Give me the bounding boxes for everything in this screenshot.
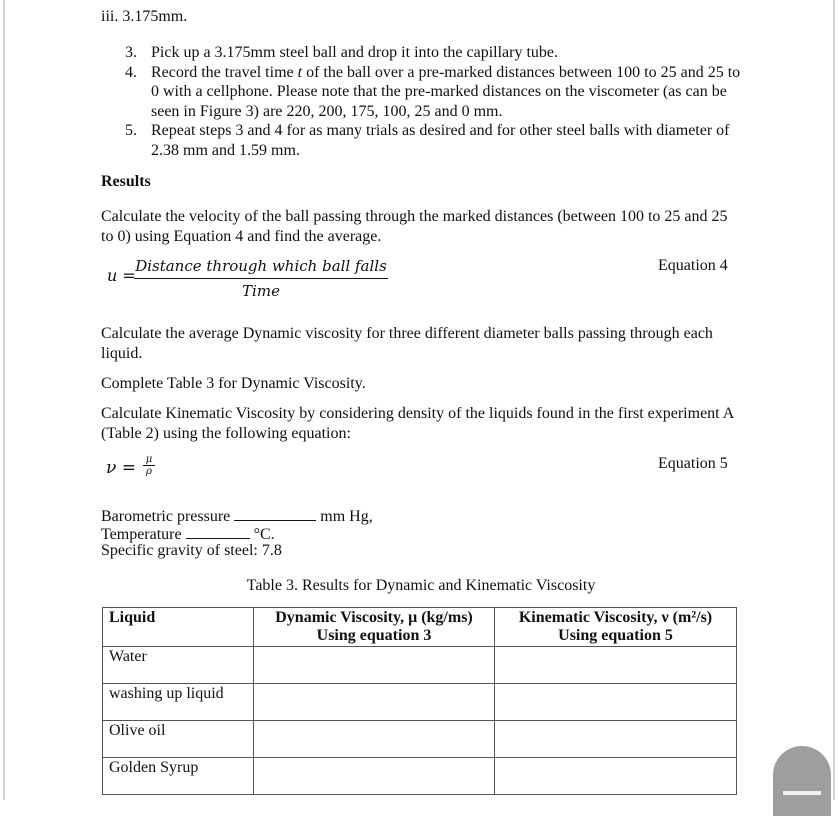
equation4-fraction xyxy=(134,256,388,301)
table-header-row xyxy=(103,608,737,647)
step-number: 5. xyxy=(125,122,137,139)
kinematic-paragraph: Calculate Kinematic Viscosity by considering density of the liquids found in the first experiment A (Table 2) using the following equation: xyxy=(101,405,734,442)
sub-item-iii: iii. 3.175mm. xyxy=(101,8,188,25)
table-caption: Table 3. Results for Dynamic and Kinematic Viscosity xyxy=(246,577,596,594)
header-kinematic-line1: Kinematic Viscosity, ν (m²/s) xyxy=(518,609,713,626)
scroll-handle-button[interactable] xyxy=(773,746,831,816)
results-table xyxy=(102,607,737,795)
liquid-cell: Water xyxy=(103,647,254,684)
kinematic-cell[interactable] xyxy=(495,721,737,758)
step-text-pre: Record the travel time xyxy=(151,63,298,81)
kinematic-cell[interactable] xyxy=(495,758,737,795)
pressure-blank-field[interactable] xyxy=(234,506,316,521)
header-dynamic xyxy=(254,608,495,647)
velocity-paragraph: Calculate the velocity of the ball passing through the marked distances (between 100 to 25 and 25 to 0) using Equation 4 and find the average. xyxy=(101,208,728,245)
kinematic-cell[interactable] xyxy=(495,684,737,721)
step-number: 3. xyxy=(125,44,137,61)
header-kinematic xyxy=(495,608,737,647)
step-text-post: of the ball over a pre-marked distances between 100 to 25 and 25 to 0 with a cellphone. Please note that the pre-marked distances on the viscometer (as can be seen in Figure 3) are 220, 200, 175, 100, 25 and 0 mm. xyxy=(151,63,741,120)
table-row xyxy=(103,721,737,758)
header-kinematic-line2: Using equation 5 xyxy=(558,627,673,644)
equation5-denominator: ρ xyxy=(146,466,152,477)
complete-table-paragraph: Complete Table 3 for Dynamic Viscosity. xyxy=(101,375,366,392)
dynamic-paragraph: Calculate the average Dynamic viscosity for three different diameter balls passing through each liquid. xyxy=(101,325,713,362)
equation5-fraction xyxy=(143,454,155,477)
kinematic-cell[interactable] xyxy=(495,647,737,684)
temperature-label: Temperature xyxy=(101,526,182,543)
equation4-label: Equation 4 xyxy=(658,257,728,274)
step-text: Pick up a 3.175mm steel ball and drop it into the capillary tube. xyxy=(151,44,559,61)
step-text: Repeat steps 3 and 4 for as many trials as desired and for other steel balls with diameter of 2.38 mm and 1.59 mm. xyxy=(151,122,730,159)
time-variable: t xyxy=(297,63,303,81)
dynamic-cell[interactable] xyxy=(254,758,495,795)
specific-gravity-line: Specific gravity of steel: 7.8 xyxy=(101,542,282,559)
table-row xyxy=(103,647,737,684)
pressure-unit: mm Hg, xyxy=(320,508,373,525)
liquid-cell: Olive oil xyxy=(103,721,254,758)
temperature-line xyxy=(101,524,275,544)
header-liquid-label: Liquid xyxy=(109,609,156,626)
procedure-steps xyxy=(125,43,745,160)
equation4-lhs: u = xyxy=(107,266,136,285)
temperature-blank-field[interactable] xyxy=(186,524,250,539)
step-3 xyxy=(125,43,745,63)
header-dynamic-line2: Using equation 3 xyxy=(316,627,432,644)
equation5-numerator: μ xyxy=(143,454,155,466)
header-dynamic-line1: Dynamic Viscosity, μ (kg/ms) xyxy=(275,609,473,626)
liquid-cell: washing up liquid xyxy=(103,684,254,721)
drag-handle-icon xyxy=(783,791,821,795)
step-5 xyxy=(125,121,745,160)
equation5-label: Equation 5 xyxy=(658,455,728,472)
equation4-denominator: Time xyxy=(242,282,280,300)
equation5-lhs: ν = xyxy=(106,458,136,478)
dynamic-cell[interactable] xyxy=(254,647,495,684)
header-liquid xyxy=(103,608,254,647)
dynamic-cell[interactable] xyxy=(254,721,495,758)
liquid-cell: Golden Syrup xyxy=(103,758,254,795)
equation4-numerator: Distance through which ball falls xyxy=(134,256,388,279)
page-right-edge xyxy=(833,0,835,800)
step-number: 4. xyxy=(125,63,137,81)
temperature-unit: °C. xyxy=(253,526,275,543)
step-4 xyxy=(125,63,745,122)
table-row xyxy=(103,758,737,795)
page-left-edge xyxy=(3,0,5,800)
dynamic-cell[interactable] xyxy=(254,684,495,721)
barometric-pressure-line xyxy=(101,506,373,526)
pressure-label: Barometric pressure xyxy=(101,508,231,525)
results-heading: Results xyxy=(101,173,151,190)
table-row xyxy=(103,684,737,721)
